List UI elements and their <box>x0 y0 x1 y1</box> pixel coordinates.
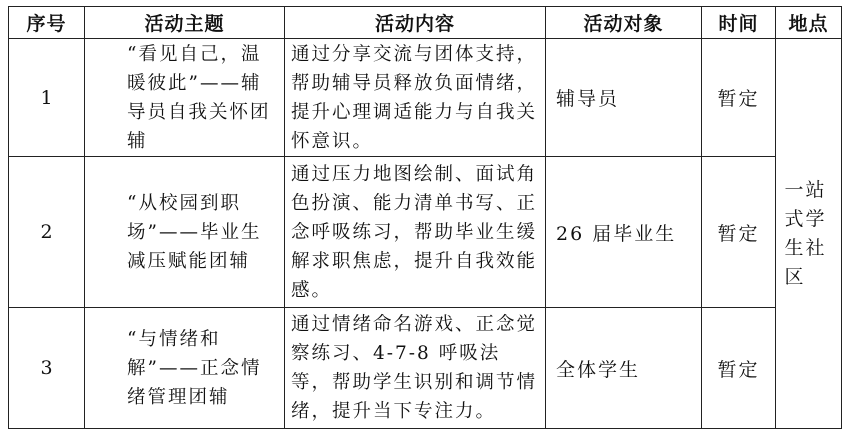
header-time: 时间 <box>702 7 776 39</box>
activity-place-text: 一站式学生社区 <box>784 178 827 288</box>
row-number: 3 <box>9 308 85 429</box>
activity-content: 通过压力地图绘制、面试角色扮演、能力清单书写、正念呼吸练习，帮助毕业生缓解求职焦虑，提升自我效能感。 <box>285 157 546 308</box>
activity-target: 全体学生 <box>546 308 702 429</box>
activity-target: 辅导员 <box>546 39 702 157</box>
activity-place <box>776 39 842 429</box>
header-target: 活动对象 <box>546 7 702 39</box>
activity-time: 暂定 <box>702 39 776 157</box>
table-row <box>9 157 842 308</box>
activity-theme: “从校园到职场”——毕业生减压赋能团辅 <box>85 157 285 308</box>
table-row <box>9 308 842 429</box>
table-row <box>9 39 842 157</box>
header-place: 地点 <box>776 7 842 39</box>
activity-table <box>8 6 842 429</box>
activity-time: 暂定 <box>702 157 776 308</box>
activity-theme: “与情绪和解”——正念情绪管理团辅 <box>85 308 285 429</box>
row-number: 2 <box>9 157 85 308</box>
header-theme: 活动主题 <box>85 7 285 39</box>
activity-time: 暂定 <box>702 308 776 429</box>
activity-content: 通过分享交流与团体支持，帮助辅导员释放负面情绪，提升心理调适能力与自我关怀意识。 <box>285 39 546 157</box>
header-no: 序号 <box>9 7 85 39</box>
activity-theme: “看见自己，温暖彼此”——辅导员自我关怀团辅 <box>85 39 285 157</box>
activity-target: 26 届毕业生 <box>546 157 702 308</box>
row-number: 1 <box>9 39 85 157</box>
header-row <box>9 7 842 39</box>
activity-content: 通过情绪命名游戏、正念觉察练习、4-7-8 呼吸法等，帮助学生识别和调节情绪，提升当下专注力。 <box>285 308 546 429</box>
header-content: 活动内容 <box>285 7 546 39</box>
